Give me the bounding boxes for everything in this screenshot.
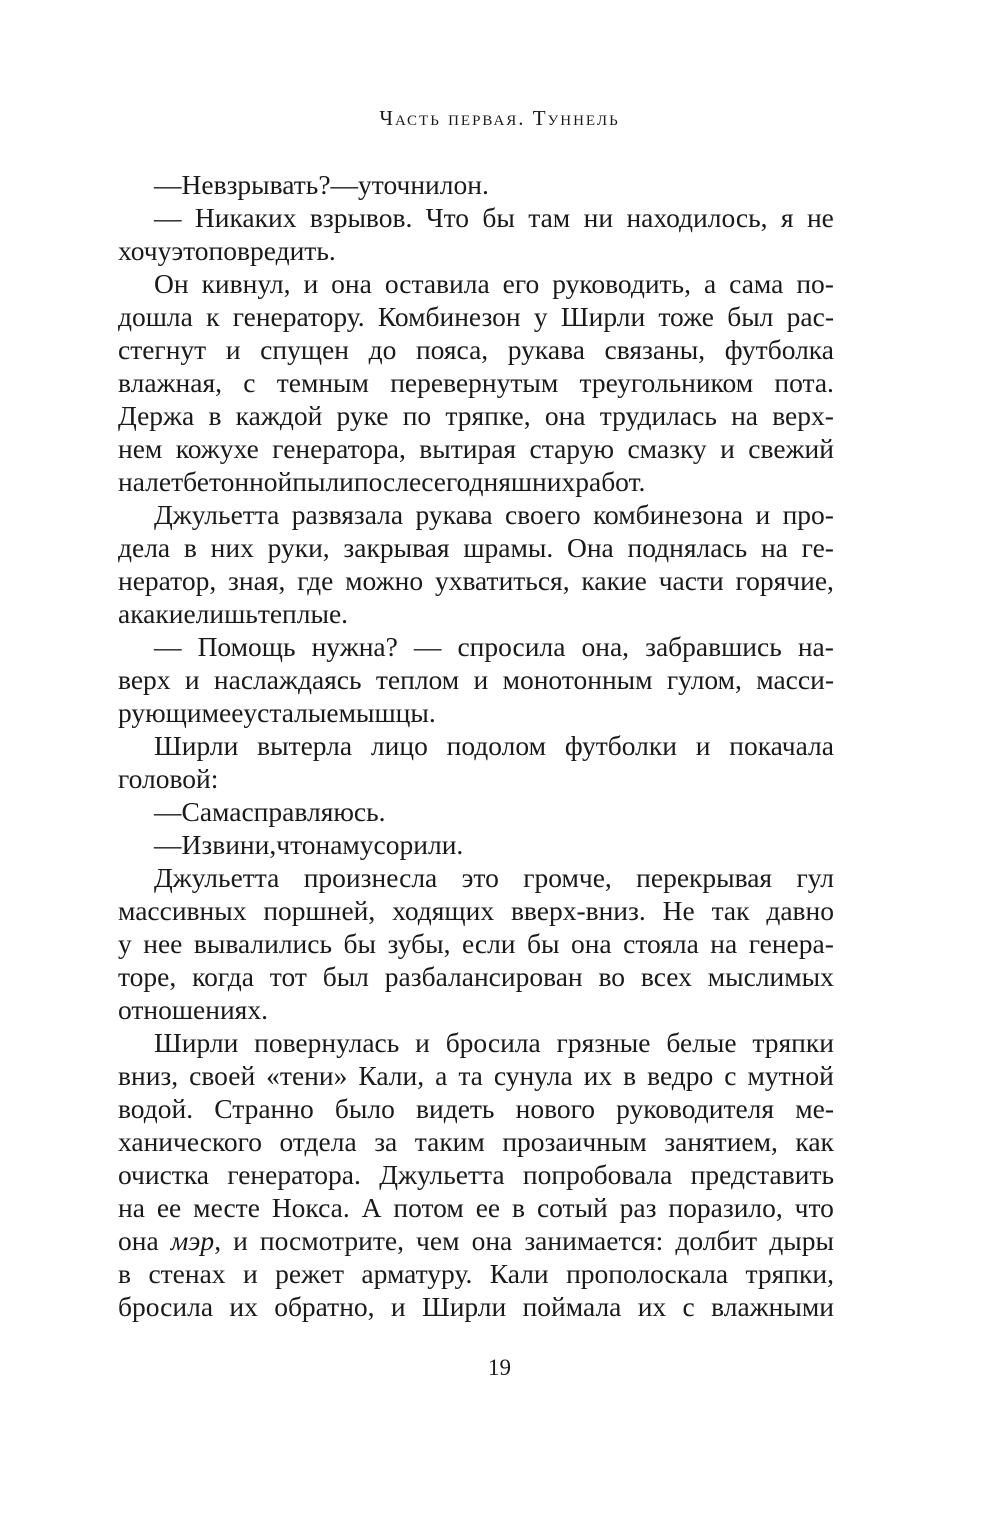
text-line: верх и наслаждаясь теплом и монотонным гулом, масси- [118,664,834,695]
text-line: стегнут и спущен до пояса, рукава связаны, футболка [118,334,834,365]
text-line: головой: [118,763,219,794]
running-header: Часть первая. Туннель [379,106,620,130]
text-line: ханического отдела за таким прозаичным занятием, как [118,1126,834,1157]
text-line: вниз, своей «тени» Кали, а та сунула их в ведро с мутной [118,1060,834,1091]
text-line: Он кивнул, и она оставила его руководить, а сама по- [154,268,834,299]
text-line: у нее вывалились бы зубы, если бы она стояла на генера- [118,928,834,959]
text-line: дела в них руки, закрывая шрамы. Она поднялась на ге- [118,532,834,563]
text-line: водой. Странно было видеть нового руководителя ме- [118,1093,834,1124]
text-line: в стенах и режет арматуру. Кали прополоскала тряпки, [118,1258,834,1289]
text-line: Джульетта развязала рукава своего комбинезона и про- [154,499,834,530]
text-line: Ширли повернулась и бросила грязные белые тряпки [154,1027,834,1058]
text-line: рующим ее усталые мышцы. [118,697,436,728]
text-line: — Сама справляюсь. [154,796,386,827]
text-line: — Извини, что намусорили. [154,829,464,860]
text-line: — Никаких взрывов. Что бы там ни находилось, я не [154,202,834,233]
text-line: Джульетта произнесла это громче, перекрывая гул [154,862,834,893]
text-line: она мэр, и посмотрите, чем она занимается: долбит дыры [118,1225,834,1256]
text-line: хочу это повредить. [118,235,336,266]
text-line: — Не взрывать? — уточнил он. [154,169,489,200]
text-line: массивных поршней, ходящих вверх-вниз. Не так давно [118,895,834,926]
text-line: а какие лишь теплые. [118,598,349,629]
text-line: влажная, с темным перевернутым треугольником пота. [118,367,834,398]
text-line: очистка генератора. Джульетта попробовала представить [118,1159,834,1190]
body-text [118,168,834,1323]
text-line: торе, когда тот был разбалансирован во всех мыслимых [118,961,834,992]
text-line: нем кожухе генератора, вытирая старую смазку и свежий [118,433,834,464]
text-line: Ширли вытерла лицо подолом футболки и покачала [154,730,834,761]
page-number: 19 [488,1355,511,1380]
text-line: Держа в каждой руке по тряпке, она трудилась на верх- [118,400,834,431]
text-line: отношениях. [118,994,268,1025]
text-line: дошла к генератору. Комбинезон у Ширли тоже был рас- [118,301,834,332]
text-line: налет бетонной пыли после сегодняшних работ. [118,466,646,497]
text-line: нератор, зная, где можно ухватиться, какие части горячие, [118,565,834,596]
text-line: бросила их обратно, и Ширли поймала их с влажными [118,1291,834,1322]
text-line: — Помощь нужна? — спросила она, забравшись на- [154,631,834,662]
text-line: на ее месте Нокса. А потом ее в сотый раз поразило, что [118,1192,834,1223]
